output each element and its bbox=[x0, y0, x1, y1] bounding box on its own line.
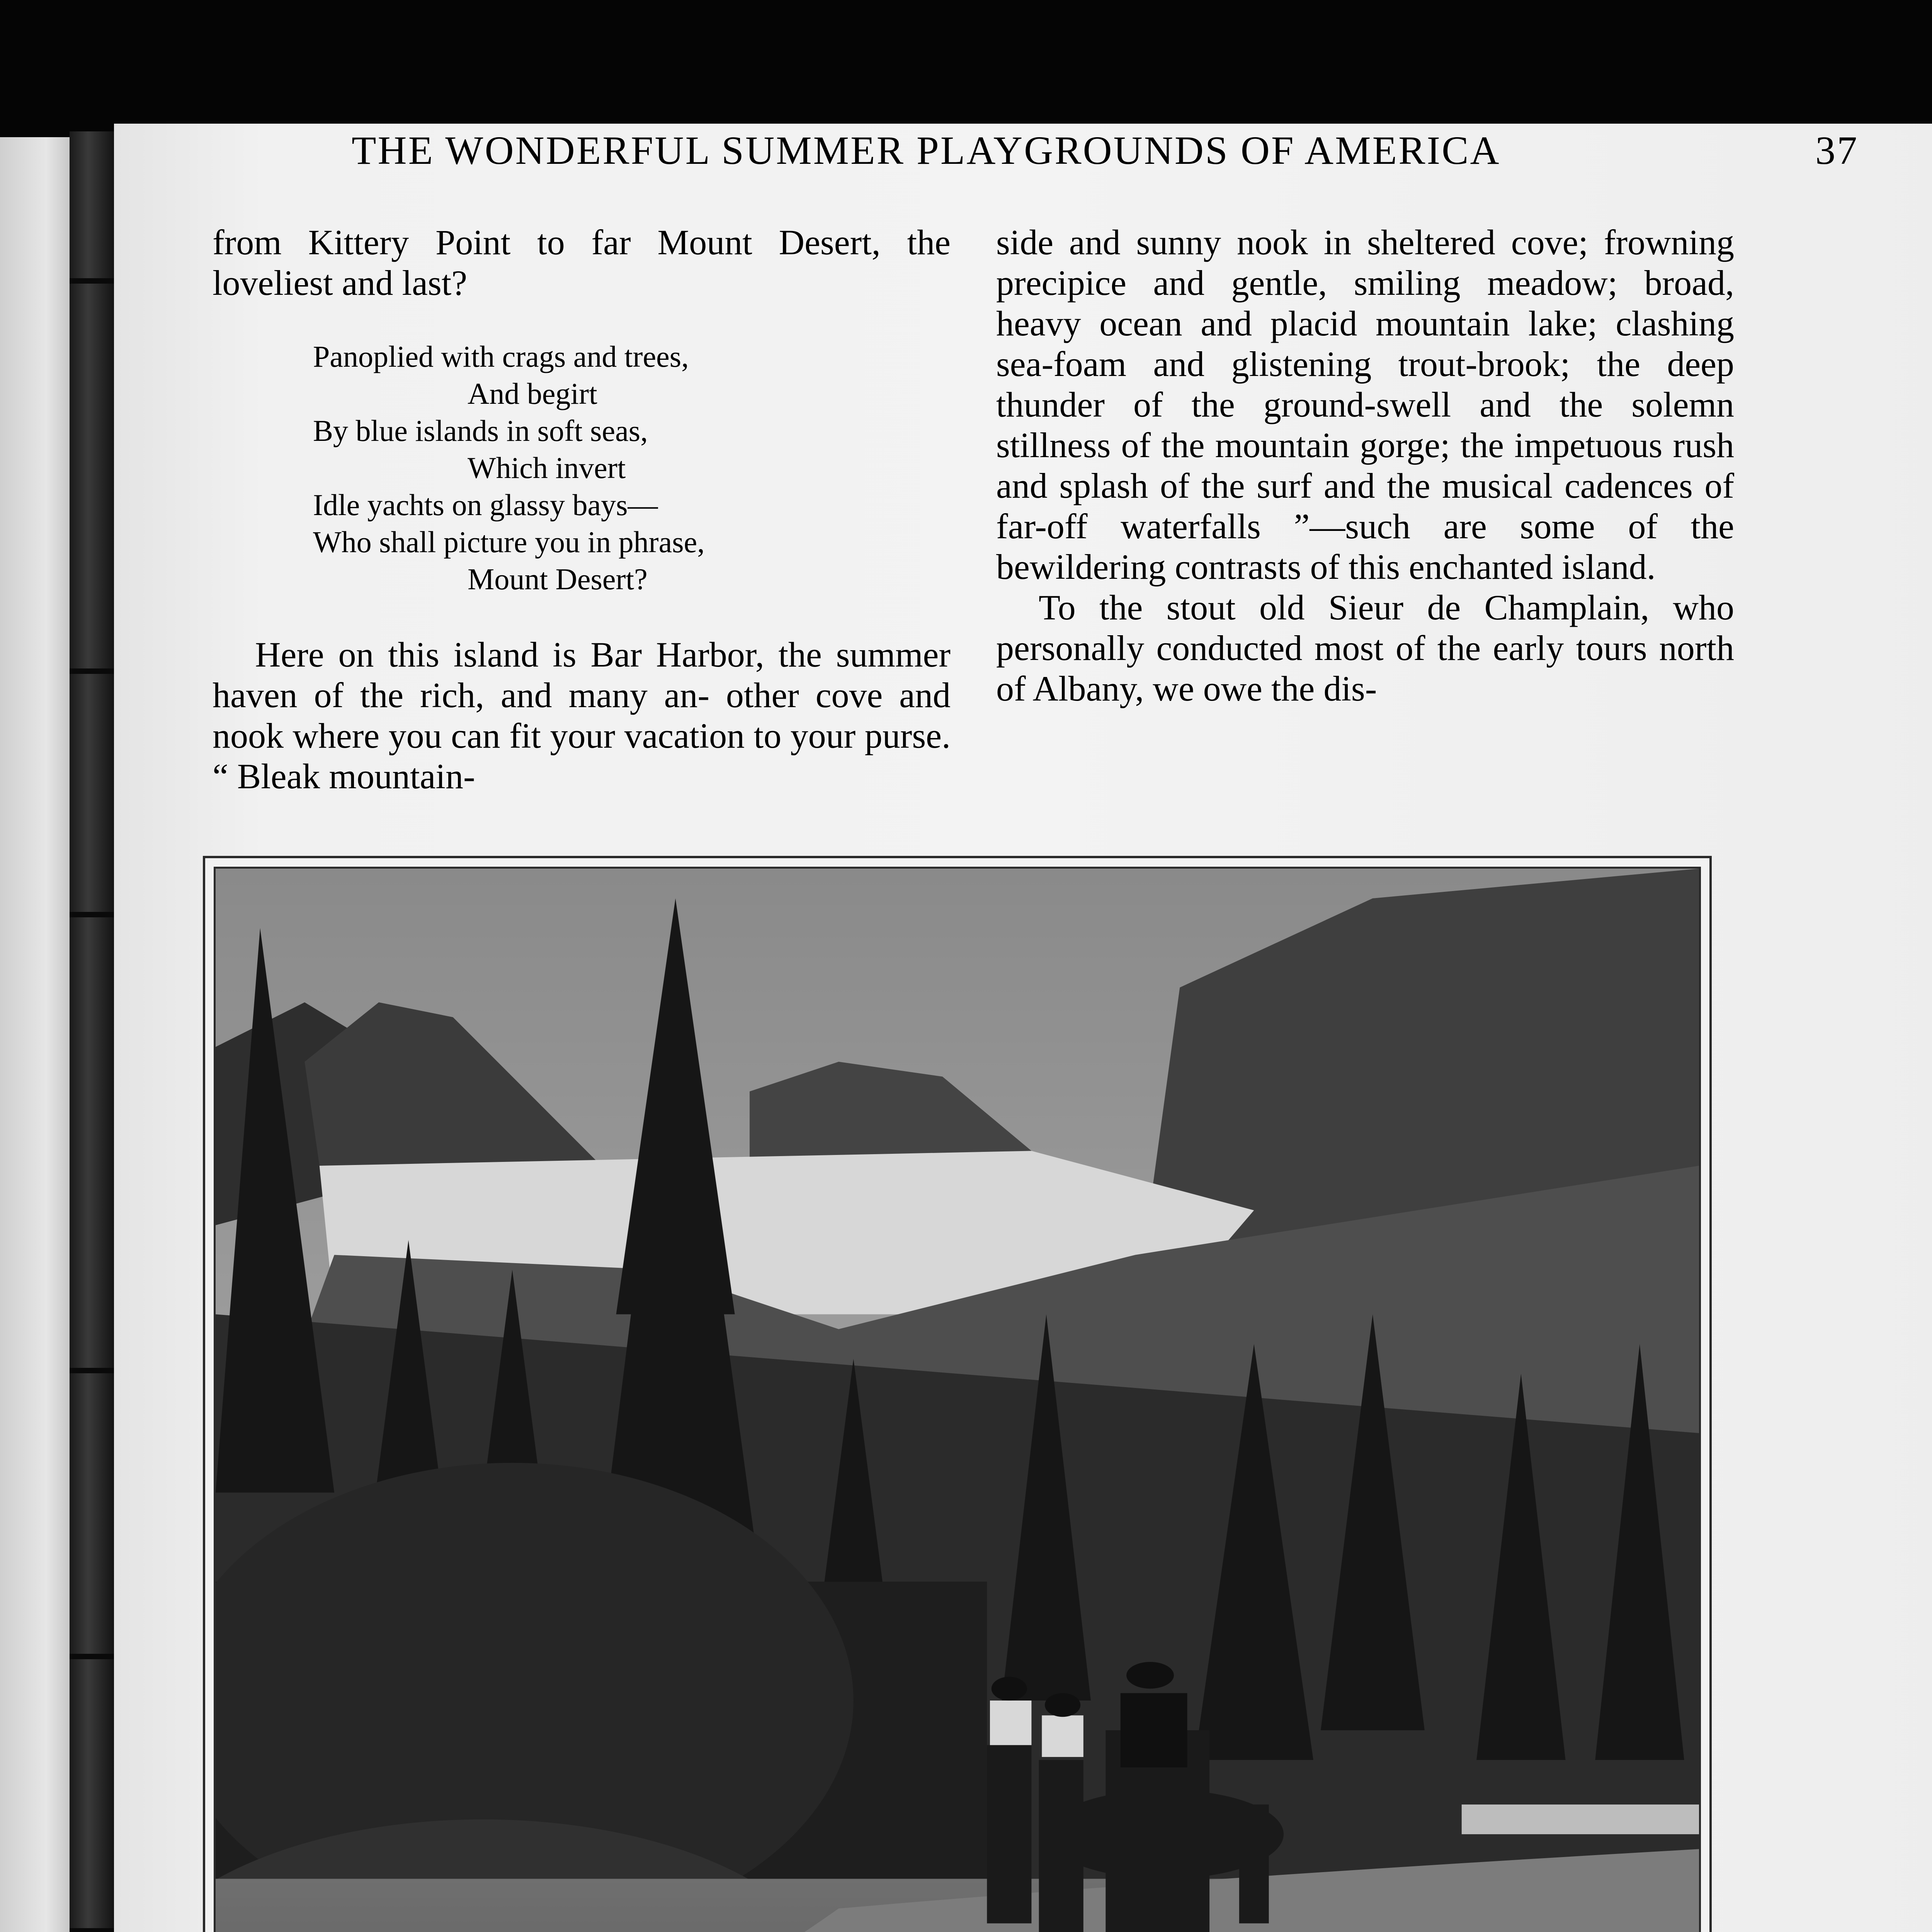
paragraph bbox=[996, 222, 1734, 587]
text-line: from Kittery Point to far Mount Desert, bbox=[213, 223, 881, 262]
text-line: and splash of the surf and the musical bbox=[996, 466, 1553, 505]
text-line: cadences of far-off waterfalls ”—such are bbox=[996, 466, 1734, 546]
right-text-column bbox=[996, 222, 1734, 709]
poem-line: Panoplied with crags and trees, bbox=[313, 340, 689, 373]
running-header bbox=[352, 128, 1859, 185]
poem-line: By blue islands in soft seas, bbox=[313, 414, 648, 447]
text-line: glistening trout-brook; the deep thunder bbox=[996, 344, 1734, 424]
text-line: Here on this island is Bar Harbor, the bbox=[255, 635, 822, 674]
paragraph bbox=[213, 222, 951, 303]
facing-page-edge bbox=[0, 137, 77, 1932]
text-line: To the stout old Sieur de Champlain, who bbox=[1039, 588, 1734, 627]
photograph-frame bbox=[203, 856, 1712, 1932]
book-gutter bbox=[70, 131, 116, 1932]
glacier-park-photo bbox=[216, 869, 1699, 1932]
page-number: 37 bbox=[1815, 128, 1859, 173]
text-line: tours north of Albany, we owe the dis- bbox=[996, 628, 1734, 708]
poem-line: Which invert bbox=[468, 451, 626, 485]
paragraph bbox=[996, 587, 1734, 709]
text-line: of the mountain gorge; the impetuous rush bbox=[1121, 425, 1734, 465]
text-line: meadow; broad, heavy ocean and placid bbox=[996, 263, 1735, 343]
paragraph bbox=[213, 634, 951, 797]
text-line: summer haven of the rich, and many an- bbox=[213, 635, 951, 715]
left-text-column bbox=[213, 222, 951, 797]
text-line: enchanted island. bbox=[1409, 547, 1656, 587]
text-line: of the ground-swell and the solemn stillness bbox=[996, 385, 1734, 465]
photograph bbox=[214, 867, 1701, 1932]
poem-line: And begirt bbox=[468, 377, 597, 410]
poem-line: Mount Desert? bbox=[468, 562, 648, 596]
text-line: side and sunny nook in sheltered cove; bbox=[996, 223, 1588, 262]
text-line: mountain lake; clashing sea-foam and bbox=[996, 304, 1735, 384]
poem-line: Idle yachts on glassy bays— bbox=[313, 488, 658, 522]
poem-stanza bbox=[213, 338, 951, 598]
text-line: vacation to your purse. “ Bleak mountain- bbox=[213, 716, 951, 796]
text-line: personally conducted most of the early bbox=[996, 628, 1564, 668]
text-line: frowning precipice and gentle, smiling bbox=[996, 223, 1734, 303]
poem-line: Who shall picture you in phrase, bbox=[313, 525, 705, 559]
text-line: other cove and nook where you can fit your bbox=[213, 675, 951, 755]
running-title: THE WONDERFUL SUMMER PLAYGROUNDS OF AMERICA bbox=[352, 128, 1501, 173]
text-line: some of the bewildering contrasts of this bbox=[996, 507, 1734, 587]
text-line: the loveliest and last? bbox=[213, 223, 951, 303]
